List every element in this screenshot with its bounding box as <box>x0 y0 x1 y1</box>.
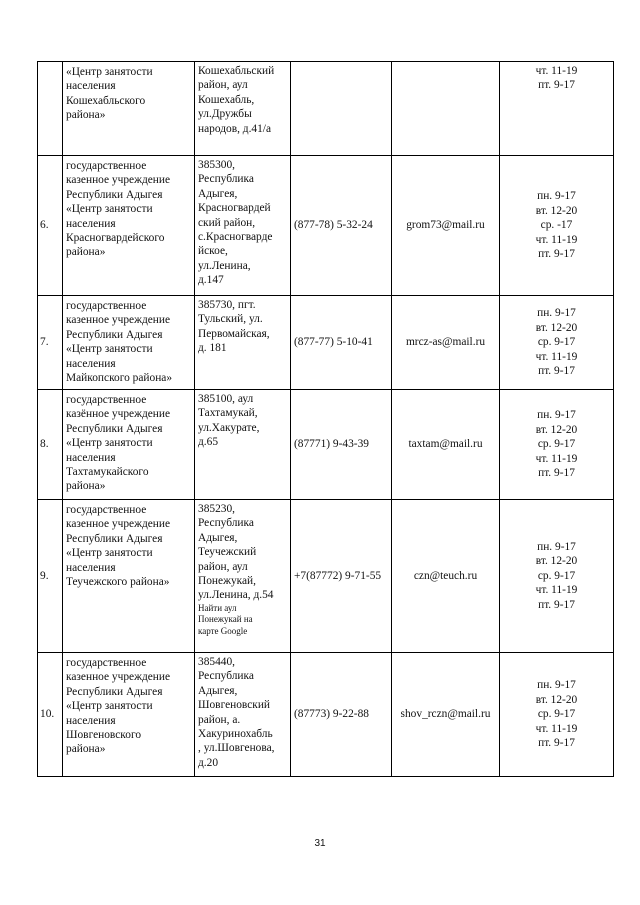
organization-name-line: казенное учреждение <box>66 174 171 187</box>
address-line: ский район, <box>198 216 256 229</box>
organization-name-line: государственное <box>66 394 147 406</box>
address-cell <box>195 390 291 500</box>
address-line: д.147 <box>198 274 224 287</box>
working-hours-cell <box>500 296 614 390</box>
working-hours-line: чт. 11-19 <box>535 65 578 77</box>
email-cell[interactable]: mrcz-as@mail.ru <box>392 296 500 390</box>
organization-name-line: «Центр занятости <box>66 203 153 216</box>
address-line: ул.Дружбы <box>198 108 252 121</box>
working-hours-cell <box>500 390 614 500</box>
table-row <box>38 156 614 296</box>
address-line: йское, <box>198 245 228 258</box>
row-number: 8. <box>38 390 63 500</box>
table-body <box>38 62 614 777</box>
working-hours-cell <box>500 653 614 777</box>
organization-name-line: казенное учреждение <box>66 518 171 531</box>
organization-name-cell <box>63 500 195 653</box>
organization-name-line: казённое учреждение <box>66 408 171 421</box>
organization-name-line: государственное <box>66 504 147 516</box>
organization-name-line: Красногвардейского <box>66 232 165 245</box>
working-hours-line: пт. 9-17 <box>538 598 575 611</box>
working-hours-line: пт. 9-17 <box>538 248 575 261</box>
organization-name-line: населения <box>66 451 116 464</box>
working-hours-line: вт. 12-20 <box>535 321 578 334</box>
working-hours-line: пт. 9-17 <box>538 467 575 480</box>
address-cell <box>195 296 291 390</box>
row-number: 7. <box>38 296 63 390</box>
working-hours-line: ср. 9-17 <box>537 336 576 349</box>
address-line: д. 181 <box>198 342 227 355</box>
address-line: ул.Ленина, <box>198 259 251 272</box>
address-line: 385300, <box>198 159 236 171</box>
address-line: район, аул <box>198 79 248 92</box>
organization-name-line: Республики Адыгея <box>66 532 163 545</box>
address-line: Адыгея, <box>198 187 238 200</box>
address-line: ул.Хакурате, <box>198 421 260 434</box>
organization-name-cell <box>63 390 195 500</box>
address-line: 385230, <box>198 503 236 515</box>
working-hours-line: пн. 9-17 <box>537 190 576 203</box>
address-line: д.65 <box>198 436 219 449</box>
address-line: Республика <box>198 517 254 530</box>
organization-name-line: государственное <box>66 657 147 669</box>
map-link-line: карте Google <box>198 625 248 636</box>
organization-name-line: района» <box>66 246 106 259</box>
address-line: Понежукай, <box>198 575 256 588</box>
organization-name-line: «Центр занятости <box>66 700 153 713</box>
address-line: ул.Ленина, д.54 <box>198 589 274 602</box>
email-cell[interactable]: grom73@mail.ru <box>392 156 500 296</box>
organization-name-line: казенное учреждение <box>66 314 171 327</box>
organization-name-line: Шовгеновского <box>66 729 142 742</box>
organization-name-line: Тахтамукайского <box>66 466 149 479</box>
organization-name-cell <box>63 296 195 390</box>
organization-name-line: района» <box>66 109 106 122</box>
working-hours-line: ср. 9-17 <box>537 569 576 582</box>
address-line: Республика <box>198 670 254 683</box>
address-line: Красногвардей <box>198 202 271 215</box>
working-hours-line: пт. 9-17 <box>538 365 575 378</box>
table-row <box>38 653 614 777</box>
organization-name-line: «Центр занятости <box>66 66 153 78</box>
working-hours-line: вт. 12-20 <box>535 693 578 706</box>
address-line: Адыгея, <box>198 531 238 544</box>
organization-name-line: Теучежского района» <box>66 576 170 589</box>
working-hours-cell <box>500 500 614 653</box>
organization-name-line: Республики Адыгея <box>66 328 163 341</box>
organization-name-cell <box>63 62 195 156</box>
map-link-line: Понежукай на <box>198 614 253 625</box>
working-hours-line: вт. 12-20 <box>535 423 578 436</box>
address-line: Первомайская, <box>198 327 270 340</box>
phone-cell <box>291 62 392 156</box>
page-number: 31 <box>314 838 326 849</box>
phone-cell: (87771) 9-43-39 <box>291 390 392 500</box>
organization-name-cell <box>63 653 195 777</box>
row-number: 9. <box>38 500 63 653</box>
table-row <box>38 500 614 653</box>
working-hours-line: ср. -17 <box>540 219 573 232</box>
table-row <box>38 390 614 500</box>
address-line: район, а. <box>198 713 241 726</box>
employment-centers-table <box>37 61 614 777</box>
address-line: с.Красногварде <box>198 231 273 244</box>
phone-cell: (877-77) 5-10-41 <box>291 296 392 390</box>
address-line: Кошехабль, <box>198 93 255 106</box>
working-hours-line: пн. 9-17 <box>537 540 576 553</box>
organization-name-line: «Центр занятости <box>66 437 153 450</box>
working-hours-cell <box>500 62 614 156</box>
address-line: 385440, <box>198 656 236 668</box>
email-cell[interactable]: taxtam@mail.ru <box>392 390 500 500</box>
organization-name-line: Республики Адыгея <box>66 685 163 698</box>
address-line: Тульский, ул. <box>198 313 263 326</box>
address-cell <box>195 156 291 296</box>
address-line: 385100, аул <box>198 393 254 405</box>
address-line: Адыгея, <box>198 684 238 697</box>
organization-name-line: населения <box>66 561 116 574</box>
table-row <box>38 296 614 390</box>
organization-name-line: района» <box>66 743 106 756</box>
address-line: Республика <box>198 173 254 186</box>
address-line: Тахтамукай, <box>198 407 258 420</box>
phone-cell: (87773) 9-22-88 <box>291 653 392 777</box>
address-cell <box>195 62 291 156</box>
address-line: Хакуринохабль <box>198 728 273 741</box>
organization-name-line: населения <box>66 357 116 370</box>
organization-name-line: Республики Адыгея <box>66 422 163 435</box>
working-hours-line: чт. 11-19 <box>535 722 578 735</box>
working-hours-line: вт. 12-20 <box>535 555 578 568</box>
working-hours-line: пн. 9-17 <box>537 409 576 422</box>
working-hours-line: вт. 12-20 <box>535 204 578 217</box>
organization-name-line: района» <box>66 480 106 493</box>
address-cell <box>195 653 291 777</box>
address-line: Кошехабльский <box>198 65 275 77</box>
address-line: район, аул <box>198 560 248 573</box>
address-line: Теучежский <box>198 546 257 559</box>
working-hours-line: чт. 11-19 <box>535 233 578 246</box>
email-cell[interactable]: shov_rczn@mail.ru <box>392 653 500 777</box>
organization-name-line: «Центр занятости <box>66 343 153 356</box>
row-number: 6. <box>38 156 63 296</box>
working-hours-line: пт. 9-17 <box>538 737 575 750</box>
organization-name-line: Майкопского района» <box>66 372 173 385</box>
organization-name-line: населения <box>66 714 116 727</box>
email-cell[interactable]: czn@teuch.ru <box>392 500 500 653</box>
organization-name-line: «Центр занятости <box>66 547 153 560</box>
address-line: , ул.Шовгенова, <box>198 742 275 755</box>
organization-name-line: Кошехабльского <box>66 94 146 107</box>
address-line: народов, д.41/а <box>198 122 272 135</box>
working-hours-line: ср. 9-17 <box>537 708 576 721</box>
working-hours-line: пн. 9-17 <box>537 307 576 320</box>
phone-cell: (877-78) 5-32-24 <box>291 156 392 296</box>
phone-cell: +7(87772) 9-71-55 <box>291 500 392 653</box>
address-line: 385730, пгт. <box>198 299 256 311</box>
organization-name-line: населения <box>66 217 116 230</box>
working-hours-cell <box>500 156 614 296</box>
organization-name-line: Республики Адыгея <box>66 188 163 201</box>
table-row <box>38 62 614 156</box>
address-line: Шовгеновский <box>198 699 271 712</box>
organization-name-cell <box>63 156 195 296</box>
address-line: д.20 <box>198 756 219 769</box>
organization-name-line: населения <box>66 80 116 93</box>
working-hours-line: пт. 9-17 <box>538 79 575 92</box>
working-hours-line: чт. 11-19 <box>535 452 578 465</box>
organization-name-line: государственное <box>66 300 147 312</box>
map-link-line: Найти аул <box>198 602 237 613</box>
working-hours-line: пн. 9-17 <box>537 679 576 692</box>
working-hours-line: ср. 9-17 <box>537 438 576 451</box>
address-cell <box>195 500 291 653</box>
organization-name-line: казенное учреждение <box>66 671 171 684</box>
organization-name-line: государственное <box>66 160 147 172</box>
email-cell[interactable] <box>392 62 500 156</box>
working-hours-line: чт. 11-19 <box>535 584 578 597</box>
row-number <box>38 62 63 156</box>
working-hours-line: чт. 11-19 <box>535 350 578 363</box>
row-number: 10. <box>38 653 63 777</box>
